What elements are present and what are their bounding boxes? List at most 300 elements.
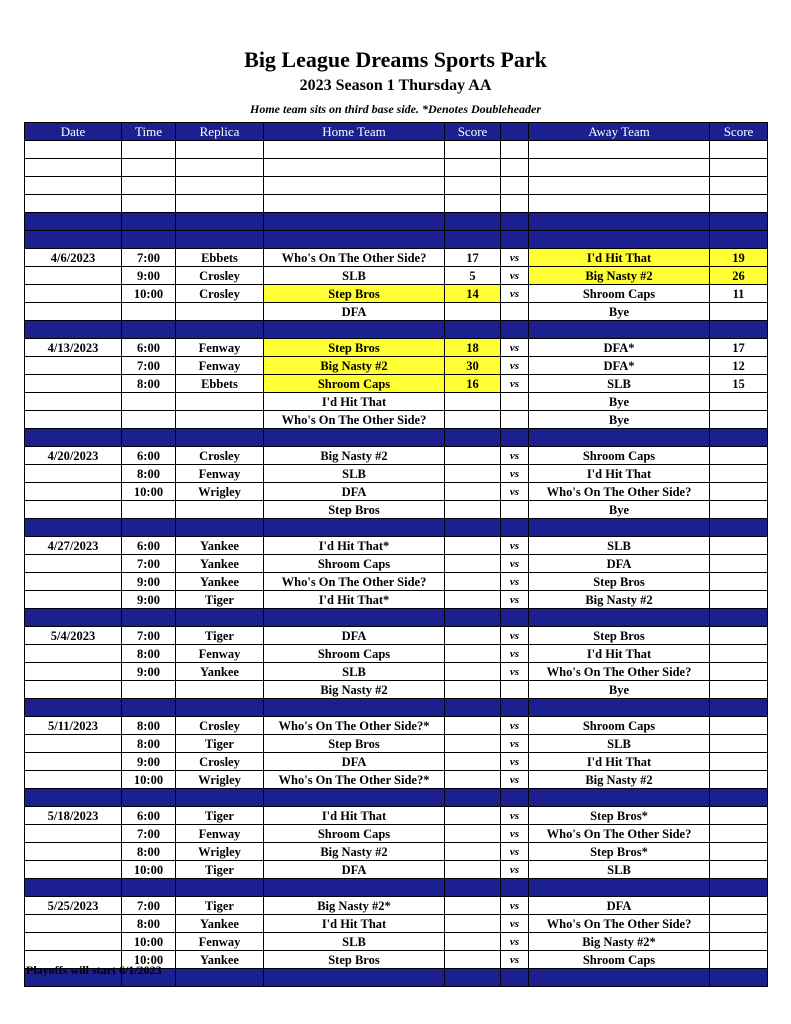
away-team: Bye (529, 303, 710, 321)
empty-cell (25, 879, 122, 897)
vs-label: vs (501, 861, 529, 879)
empty-cell (529, 609, 710, 627)
game-field: Tiger (176, 735, 264, 753)
game-date: 4/6/2023 (25, 249, 122, 267)
empty-cell (176, 699, 264, 717)
away-score (710, 861, 768, 879)
empty-cell (264, 969, 445, 987)
home-team: DFA (264, 627, 445, 645)
blank-row (25, 159, 768, 177)
vs-label: vs (501, 375, 529, 393)
game-row (25, 573, 768, 591)
game-date (25, 663, 122, 681)
away-team: Big Nasty #2* (529, 933, 710, 951)
away-score: 12 (710, 357, 768, 375)
empty-cell (176, 879, 264, 897)
empty-cell (445, 429, 501, 447)
empty-cell (176, 519, 264, 537)
game-field: Yankee (176, 555, 264, 573)
away-score (710, 915, 768, 933)
home-score (445, 951, 501, 969)
empty-cell (25, 231, 122, 249)
game-time: 10:00 (122, 483, 176, 501)
empty-cell (25, 321, 122, 339)
home-score (445, 501, 501, 519)
away-score (710, 825, 768, 843)
away-team: SLB (529, 861, 710, 879)
empty-cell (25, 429, 122, 447)
away-score (710, 663, 768, 681)
game-field: Crosley (176, 753, 264, 771)
week-separator-row (25, 429, 768, 447)
game-field: Yankee (176, 537, 264, 555)
week-separator-row (25, 519, 768, 537)
empty-cell (264, 159, 445, 177)
game-time: 6:00 (122, 537, 176, 555)
empty-cell (264, 231, 445, 249)
empty-cell (122, 159, 176, 177)
empty-cell (710, 213, 768, 231)
empty-cell (445, 699, 501, 717)
week-separator-row (25, 699, 768, 717)
game-date (25, 285, 122, 303)
game-row (25, 357, 768, 375)
empty-cell (264, 609, 445, 627)
away-score (710, 537, 768, 555)
game-time: 7:00 (122, 897, 176, 915)
game-row (25, 393, 768, 411)
vs-label: vs (501, 447, 529, 465)
game-field: Yankee (176, 663, 264, 681)
home-score (445, 555, 501, 573)
empty-cell (122, 321, 176, 339)
empty-cell (501, 609, 529, 627)
home-score (445, 411, 501, 429)
game-date (25, 555, 122, 573)
empty-cell (445, 519, 501, 537)
empty-cell (25, 519, 122, 537)
empty-cell (176, 159, 264, 177)
home-team: DFA (264, 861, 445, 879)
column-header-home-team: Home Team (264, 123, 445, 141)
game-time: 10:00 (122, 285, 176, 303)
home-team: I'd Hit That (264, 807, 445, 825)
away-team: Who's On The Other Side? (529, 663, 710, 681)
game-time: 10:00 (122, 933, 176, 951)
game-time: 10:00 (122, 861, 176, 879)
away-score (710, 933, 768, 951)
away-team: DFA* (529, 339, 710, 357)
game-time (122, 411, 176, 429)
game-row (25, 591, 768, 609)
blank-row (25, 141, 768, 159)
empty-cell (176, 195, 264, 213)
empty-cell (529, 231, 710, 249)
away-score (710, 591, 768, 609)
away-score (710, 573, 768, 591)
vs-label: vs (501, 915, 529, 933)
home-score (445, 681, 501, 699)
away-score (710, 303, 768, 321)
column-header-date: Date (25, 123, 122, 141)
week-separator-row (25, 609, 768, 627)
home-score: 16 (445, 375, 501, 393)
empty-cell (529, 519, 710, 537)
game-row (25, 627, 768, 645)
away-team: Bye (529, 393, 710, 411)
game-field: Fenway (176, 645, 264, 663)
away-score (710, 555, 768, 573)
empty-cell (264, 879, 445, 897)
empty-cell (264, 519, 445, 537)
home-team: I'd Hit That (264, 915, 445, 933)
empty-cell (445, 879, 501, 897)
game-row (25, 717, 768, 735)
playoffs-note: Playoffs will start 6/1/2023 (26, 963, 162, 977)
vs-label: vs (501, 573, 529, 591)
vs-label: vs (501, 249, 529, 267)
page-title: Big League Dreams Sports Park (244, 47, 547, 72)
game-date (25, 825, 122, 843)
away-team: Big Nasty #2 (529, 771, 710, 789)
home-score: 5 (445, 267, 501, 285)
game-row (25, 267, 768, 285)
game-row (25, 249, 768, 267)
game-date: 4/13/2023 (25, 339, 122, 357)
home-team: Step Bros (264, 285, 445, 303)
empty-cell (501, 789, 529, 807)
game-row (25, 735, 768, 753)
away-score (710, 393, 768, 411)
empty-cell (501, 213, 529, 231)
empty-cell (122, 231, 176, 249)
game-date (25, 681, 122, 699)
game-row (25, 807, 768, 825)
home-team: I'd Hit That* (264, 537, 445, 555)
empty-cell (529, 141, 710, 159)
home-team: Big Nasty #2 (264, 681, 445, 699)
game-row (25, 483, 768, 501)
game-field: Fenway (176, 339, 264, 357)
home-score (445, 663, 501, 681)
empty-cell (264, 699, 445, 717)
empty-cell (122, 609, 176, 627)
game-row (25, 555, 768, 573)
vs-label: vs (501, 267, 529, 285)
empty-cell (501, 141, 529, 159)
game-field (176, 303, 264, 321)
home-score (445, 627, 501, 645)
game-date (25, 591, 122, 609)
home-team: I'd Hit That (264, 393, 445, 411)
game-date (25, 753, 122, 771)
column-header-time: Time (122, 123, 176, 141)
empty-cell (710, 969, 768, 987)
column-header-away-team: Away Team (529, 123, 710, 141)
away-team: Step Bros (529, 573, 710, 591)
vs-label: vs (501, 555, 529, 573)
home-team: SLB (264, 267, 445, 285)
away-score: 15 (710, 375, 768, 393)
away-team: SLB (529, 375, 710, 393)
home-score (445, 591, 501, 609)
game-date (25, 375, 122, 393)
home-score (445, 897, 501, 915)
game-row (25, 465, 768, 483)
game-date: 5/11/2023 (25, 717, 122, 735)
game-date (25, 411, 122, 429)
game-time (122, 393, 176, 411)
home-team: Step Bros (264, 339, 445, 357)
week-separator-row (25, 213, 768, 231)
vs-label: vs (501, 735, 529, 753)
home-score (445, 645, 501, 663)
game-row (25, 771, 768, 789)
home-score (445, 465, 501, 483)
empty-cell (264, 195, 445, 213)
game-time: 7:00 (122, 249, 176, 267)
game-time: 8:00 (122, 375, 176, 393)
home-team: Shroom Caps (264, 645, 445, 663)
vs-label: vs (501, 807, 529, 825)
game-field: Tiger (176, 861, 264, 879)
empty-cell (122, 789, 176, 807)
home-score (445, 303, 501, 321)
empty-cell (710, 141, 768, 159)
home-team: DFA (264, 483, 445, 501)
game-row (25, 303, 768, 321)
game-field: Tiger (176, 807, 264, 825)
away-team: DFA (529, 897, 710, 915)
game-date (25, 915, 122, 933)
empty-cell (176, 429, 264, 447)
empty-cell (710, 519, 768, 537)
game-field (176, 411, 264, 429)
home-score: 14 (445, 285, 501, 303)
home-team: Step Bros (264, 951, 445, 969)
blank-row (25, 177, 768, 195)
home-score (445, 843, 501, 861)
home-score (445, 825, 501, 843)
empty-cell (176, 231, 264, 249)
vs-label: vs (501, 753, 529, 771)
empty-cell (501, 177, 529, 195)
empty-cell (710, 429, 768, 447)
empty-cell (501, 699, 529, 717)
home-score (445, 393, 501, 411)
game-field: Ebbets (176, 249, 264, 267)
game-field: Fenway (176, 357, 264, 375)
schedule-table (24, 122, 768, 987)
home-team: Who's On The Other Side? (264, 249, 445, 267)
game-date (25, 267, 122, 285)
game-date (25, 735, 122, 753)
home-score: 18 (445, 339, 501, 357)
column-header-home-score: Score (445, 123, 501, 141)
game-field: Crosley (176, 447, 264, 465)
game-date (25, 771, 122, 789)
game-row (25, 285, 768, 303)
home-score: 17 (445, 249, 501, 267)
empty-cell (445, 159, 501, 177)
home-score (445, 735, 501, 753)
vs-label: vs (501, 771, 529, 789)
empty-cell (501, 159, 529, 177)
game-field (176, 501, 264, 519)
game-row (25, 825, 768, 843)
game-row (25, 663, 768, 681)
empty-cell (122, 699, 176, 717)
empty-cell (176, 321, 264, 339)
game-date: 5/4/2023 (25, 627, 122, 645)
away-team: Shroom Caps (529, 717, 710, 735)
home-team: SLB (264, 663, 445, 681)
empty-cell (25, 177, 122, 195)
away-team: Step Bros* (529, 843, 710, 861)
vs-label (501, 303, 529, 321)
schedule-note: Home team sits on third base side. *Denotes Doubleheader (250, 102, 541, 116)
empty-cell (122, 879, 176, 897)
game-time: 8:00 (122, 915, 176, 933)
away-score: 11 (710, 285, 768, 303)
vs-label: vs (501, 537, 529, 555)
away-score (710, 753, 768, 771)
empty-cell (529, 195, 710, 213)
home-team: Who's On The Other Side? (264, 411, 445, 429)
game-field: Fenway (176, 825, 264, 843)
week-separator-row (25, 879, 768, 897)
away-team: I'd Hit That (529, 753, 710, 771)
vs-label: vs (501, 645, 529, 663)
empty-cell (176, 969, 264, 987)
empty-cell (710, 789, 768, 807)
home-score (445, 483, 501, 501)
week-separator-row (25, 321, 768, 339)
away-score: 17 (710, 339, 768, 357)
game-date (25, 645, 122, 663)
empty-cell (122, 195, 176, 213)
game-field: Crosley (176, 267, 264, 285)
vs-label: vs (501, 897, 529, 915)
empty-cell (501, 429, 529, 447)
empty-cell (710, 159, 768, 177)
game-time: 9:00 (122, 573, 176, 591)
home-team: Who's On The Other Side?* (264, 717, 445, 735)
away-team: I'd Hit That (529, 465, 710, 483)
empty-cell (25, 699, 122, 717)
game-date: 5/25/2023 (25, 897, 122, 915)
game-time: 10:00 (122, 951, 176, 969)
game-time: 8:00 (122, 465, 176, 483)
away-team: Who's On The Other Side? (529, 915, 710, 933)
away-team: Shroom Caps (529, 447, 710, 465)
season-subtitle: 2023 Season 1 Thursday AA (299, 77, 492, 94)
empty-cell (529, 177, 710, 195)
vs-label: vs (501, 591, 529, 609)
home-team: Step Bros (264, 501, 445, 519)
game-row (25, 411, 768, 429)
home-team: Big Nasty #2 (264, 357, 445, 375)
game-time: 6:00 (122, 807, 176, 825)
away-team: DFA (529, 555, 710, 573)
away-score (710, 717, 768, 735)
game-time: 6:00 (122, 339, 176, 357)
schedule-body (25, 141, 768, 987)
game-date (25, 861, 122, 879)
empty-cell (264, 177, 445, 195)
vs-label: vs (501, 825, 529, 843)
game-field: Tiger (176, 591, 264, 609)
away-team: I'd Hit That (529, 249, 710, 267)
empty-cell (529, 321, 710, 339)
empty-cell (529, 789, 710, 807)
away-score (710, 951, 768, 969)
away-score (710, 627, 768, 645)
away-team: Who's On The Other Side? (529, 825, 710, 843)
away-team: SLB (529, 735, 710, 753)
empty-cell (176, 213, 264, 231)
game-time: 8:00 (122, 843, 176, 861)
empty-cell (710, 231, 768, 249)
vs-label: vs (501, 627, 529, 645)
away-score (710, 447, 768, 465)
game-time (122, 681, 176, 699)
game-date (25, 357, 122, 375)
game-row (25, 447, 768, 465)
game-date (25, 933, 122, 951)
empty-cell (501, 879, 529, 897)
home-score (445, 807, 501, 825)
game-time: 10:00 (122, 771, 176, 789)
empty-cell (25, 141, 122, 159)
empty-cell (445, 195, 501, 213)
game-row (25, 645, 768, 663)
game-time: 7:00 (122, 825, 176, 843)
empty-cell (122, 213, 176, 231)
game-field: Fenway (176, 933, 264, 951)
empty-cell (25, 159, 122, 177)
game-field (176, 393, 264, 411)
empty-cell (122, 429, 176, 447)
vs-label: vs (501, 951, 529, 969)
empty-cell (710, 195, 768, 213)
empty-cell (501, 195, 529, 213)
away-team: Shroom Caps (529, 285, 710, 303)
vs-label (501, 393, 529, 411)
game-field: Yankee (176, 915, 264, 933)
home-score (445, 933, 501, 951)
game-row (25, 375, 768, 393)
vs-label: vs (501, 843, 529, 861)
empty-cell (445, 609, 501, 627)
home-team: SLB (264, 933, 445, 951)
away-team: Big Nasty #2 (529, 267, 710, 285)
away-team: Step Bros* (529, 807, 710, 825)
game-date: 4/20/2023 (25, 447, 122, 465)
empty-cell (264, 789, 445, 807)
game-time: 9:00 (122, 591, 176, 609)
empty-cell (710, 177, 768, 195)
vs-label: vs (501, 285, 529, 303)
game-date (25, 465, 122, 483)
game-date (25, 843, 122, 861)
away-score (710, 897, 768, 915)
game-field: Wrigley (176, 483, 264, 501)
game-row (25, 537, 768, 555)
home-score (445, 537, 501, 555)
home-score (445, 447, 501, 465)
home-team: DFA (264, 303, 445, 321)
